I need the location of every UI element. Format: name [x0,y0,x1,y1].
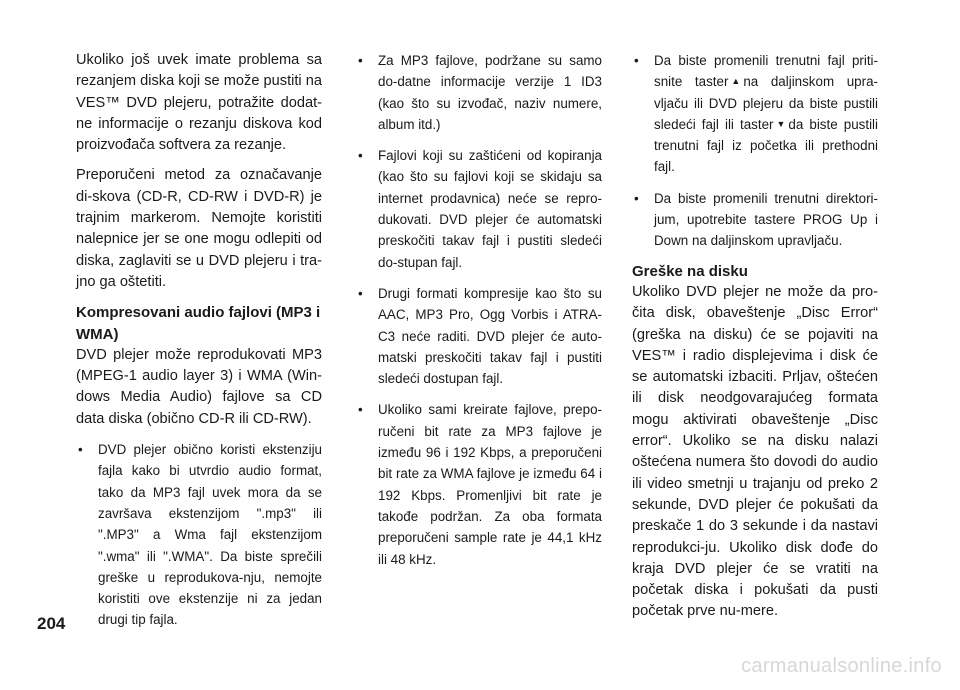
mp3-wma-paragraph: DVD plejer može reprodukovati MP3 (MPEG-1 audio layer 3) i WMA (Win-dows Media Audio) fajlove sa CD data diska (obično CD-R ili CD-RW). [76,346,322,427]
section-heading-disc-errors: Greške na disku [632,262,748,280]
section-heading-compressed-audio: Kompresovani audio fajlovi (MP3 i WMA) [76,304,321,343]
watermark: carmanualsonline.info [741,655,942,677]
intro-paragraph: Ukoliko još uvek imate problema sa rezanjem diska koji se može pustiti na VES™ DVD plejeru, potražite dodat-ne informacije o rezanju diskova kod proizvođača softvera za rezanje. [76,52,322,154]
page-number: 204 [37,614,66,633]
triangle-down-icon: ▼ [776,118,786,129]
list-item: • Za MP3 fajlove, podržane su samo do-datne informacije verzije 1 ID3 (kao što su izvođač, naziv numere, album itd.) [356,50,602,135]
labeling-paragraph: Preporučeni metod za označavanje di-skova (CD-R, CD-RW i DVD-R) je trajnim markerom. Nemojte koristiti nalepnice jer se one mogu odlepiti od diska, zaglaviti se u DVD plejeru i tra-jno ga oštetiti. [76,167,322,290]
column-left [76,50,322,631]
list-item: • Ukoliko sami kreirate fajlove, prepo-ručeni bit rate za MP3 fajlove je između 96 i 192 Kbps, a preporučeni bit rate za WMA fajlove je između 64 i 192 Kbps. Promenljivi bit rate je takođe podržan. Za oba formata preporučeni sample rate je 44,1 kHz ili 48 kHz. [356,399,602,569]
bullet-text: da biste pustili trenutni fajl iz početka ili prethodni fajl. [654,116,878,175]
column-right [632,50,878,623]
list-item: • Da biste promenili trenutni direktori-jum, upotrebite tastere PROG Up i Down na daljinskom upravljaču. [632,188,878,252]
list-item: • DVD plejer obično koristi ekstenziju fajla kako bi utvrdio audio format, tako da MP3 fajl uvek mora da se završava ekstenzijom ".mp3" ili ".MP3" a Wma fajl ekstenzijom ".wma" ili ".WMA". Da biste sprečili greške u reprodukova-nju, nemojte koristiti ove ekstenzije ni za jedan drugi tip fajla. [76,439,322,631]
bullet-list-col1 [76,439,322,631]
column-middle [356,50,602,570]
bullet-list-col2 [356,50,602,570]
bullet-text: na daljinskom upra-vljaču ili DVD plejeru da biste pustili sledeći fajl ili taster [654,74,878,132]
list-item: • Drugi formati kompresije kao što su AAC, MP3 Pro, Ogg Vorbis i ATRA-C3 neće raditi. DVD plejer će auto-matski preskočiti takav fajl i pustiti sledeći dostupan fajl. [356,283,602,389]
list-item [632,50,878,178]
bullet-text: Da biste promenili trenutni fajl priti-snite taster [654,53,878,90]
triangle-up-icon: ▲ [731,76,741,87]
bullet-list-col3 [632,50,878,252]
list-item: • Fajlovi koji su zaštićeni od kopiranja (kao što su fajlovi koji se skidaju sa internet prodavnica) neće se repro-dukovati. DVD plejer će automatski preskočiti takav fajl i pustiti sledeći do-stupan fajl. [356,145,602,273]
disc-error-paragraph: Ukoliko DVD plejer ne može da pro-čita disk, obaveštenje „Disc Error“ (greška na disku) će se pojaviti na VES™ i radio displejevima i disk će se automatski izbaciti. Prljav, oštećen ili disk neodgovarajućeg formata mogu aktivirati obaveštenje „Disc error“. Ukoliko se na disku nalazi oštećena numera što dovodi do audio ili video smetnji u trajanju od preko 2 sekunde, DVD plejer će pokušati da preskače 1 do 3 sekunde i da nastavi reprodukci-ju. Ukoliko disk dođe do kraja DVD plejer će se vratiti na početak diska i pokušati da pusti početak prve nu-mere. [632,283,878,620]
